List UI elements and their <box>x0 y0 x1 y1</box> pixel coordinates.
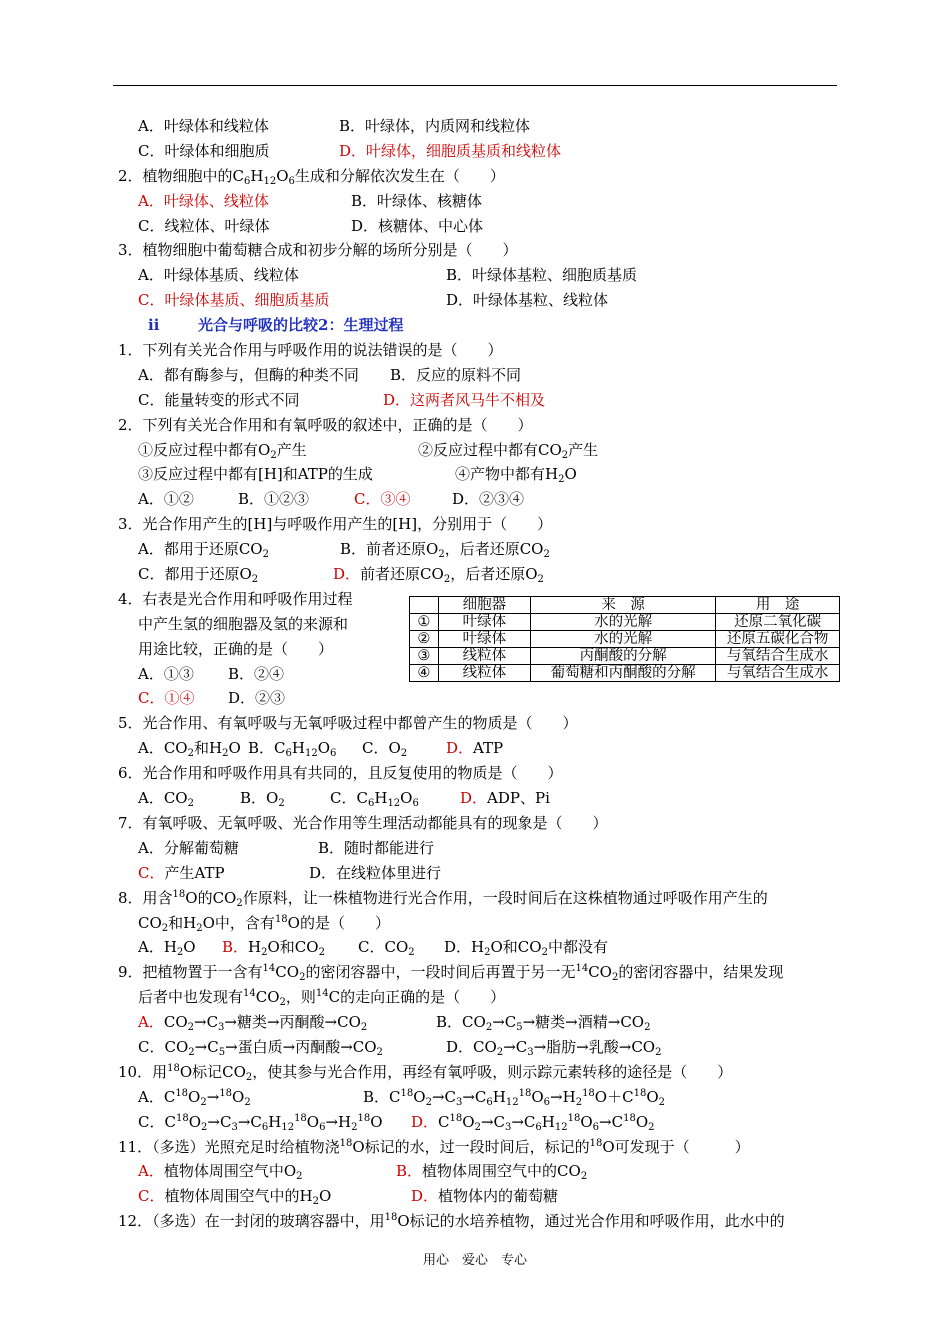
document-body <box>118 114 840 1234</box>
options-row <box>118 537 840 562</box>
options-row <box>118 861 840 886</box>
comparison-table <box>409 596 840 682</box>
option-d: D．叶绿体基粒、线粒体 <box>446 291 609 310</box>
option-c: C．$O_2$ <box>362 739 408 760</box>
question-stem: 2．植物细胞中的$C_6H_{12}O_6$生成和分解依次发生在（ ） <box>118 166 505 187</box>
option-c: C．①④ <box>138 689 195 708</box>
statements-row <box>118 438 840 463</box>
option-b: B．叶绿体，内质网和线粒体 <box>339 117 531 135</box>
option-b: B．随时都能进行 <box>318 838 435 857</box>
table-row <box>410 665 840 682</box>
table-header: 用 途 <box>716 597 840 614</box>
page-footer: 用心 爱心 专心 <box>422 1253 527 1268</box>
options-row <box>118 1159 840 1184</box>
option-c: C．线粒体、叶绿体 <box>138 216 270 235</box>
table-cell: 与氧结合生成水 <box>716 665 840 682</box>
option-b: B．①②③ <box>238 490 310 509</box>
question-stem-cont: $CO_2$和$H_2O$中，含有$^{18}$O的是（ ） <box>138 913 390 934</box>
option-d: D．核糖体、中心体 <box>351 216 484 235</box>
table-cell: 与氧结合生成水 <box>716 648 840 665</box>
options-row <box>118 487 840 512</box>
options-row <box>118 836 840 861</box>
options-row <box>118 935 840 960</box>
question-stem: 3．光合作用产生的[H]与呼吸作用产生的[H]，分别用于（ ） <box>118 515 553 534</box>
option-d: D．②③ <box>228 689 286 708</box>
table-cell: ④ <box>410 665 439 682</box>
option-b: B．$H_2O$和$CO_2$ <box>222 938 325 959</box>
option-c: C．能量转变的形式不同 <box>138 390 300 409</box>
question-stem: 10．用$^{18}$O标记$CO_2$，使其参与光合作用，再经有氧呼吸，则示踪元素转移的途径是（ ） <box>118 1062 733 1083</box>
option-c: C．叶绿体基质、细胞质基质 <box>138 291 330 310</box>
option-a: A．分解葡萄糖 <box>138 838 239 857</box>
option-a: A．①② <box>138 490 194 509</box>
section-number: ⅱ <box>148 316 160 335</box>
option-b: B．$C^{18}O_2\to C_3\to C_6H_{12}^{18}O_6\to H_2^{18}O+C^{18}O_2$ <box>363 1087 665 1108</box>
option-d: D．$CO_2\to C_3\to$脂肪→乳酸$\to CO_2$ <box>446 1037 662 1058</box>
option-c: C．$CO_2\to C_5\to$蛋白质→丙酮酸$\to CO_2$ <box>138 1037 383 1058</box>
option-d: D．叶绿体，细胞质基质和线粒体 <box>339 141 562 160</box>
option-a: A．$CO_2\to C_3\to$糖类→丙酮酸$\to CO_2$ <box>138 1013 368 1034</box>
table-cell: 线粒体 <box>438 665 530 682</box>
option-b: B．$CO_2\to C_5\to$糖类→酒精$\to CO_2$ <box>436 1013 651 1034</box>
table-cell: 水的光解 <box>531 631 716 648</box>
table-cell: 叶绿体 <box>438 631 530 648</box>
question-stem: 11．（多选）光照充足时给植物浇$^{18}$O标记的水，过一段时间后，标记的$^{18}$O可发现于（ ） <box>118 1137 750 1156</box>
option-b: B．②④ <box>228 664 285 683</box>
option-b: B．$C_6H_{12}O_6$ <box>248 739 337 760</box>
q-pre-options-row-1 <box>118 114 840 139</box>
option-b: B．叶绿体、核糖体 <box>351 191 483 210</box>
table-cell: 水的光解 <box>531 614 716 631</box>
question-stem-cont: 用途比较，正确的是（ ） <box>138 639 334 658</box>
table-row <box>410 614 840 631</box>
question-stem: 2．下列有关光合作用和有氧呼吸的叙述中，正确的是（ ） <box>118 415 533 434</box>
option-a: A．①③ <box>138 664 194 683</box>
option-d: D．ADP、Pi <box>460 789 550 808</box>
option-d: D．$H_2O$和$CO_2$中都没有 <box>444 938 608 959</box>
option-a: A．都有酶参与，但酶的种类不同 <box>138 365 359 384</box>
option-b: B．反应的原料不同 <box>390 365 522 384</box>
option-a: A．$H_2O$ <box>138 938 196 959</box>
option-d: D．$C^{18}O_2\to C_3\to C_6H_{12}^{18}O_6\to C^{18}O_2$ <box>411 1112 655 1133</box>
option-c: C．都用于还原$O_2$ <box>138 565 259 586</box>
option-a: A．都用于还原$CO_2$ <box>138 540 269 561</box>
statement-1: ①反应过程中都有$O_2$产生 <box>138 440 307 461</box>
question-stem: 5．光合作用、有氧呼吸与无氧呼吸过程中都曾产生的物质是（ ） <box>118 714 578 733</box>
option-a: A．$CO_2$和$H_2O$ <box>138 739 241 760</box>
options-row <box>118 1184 840 1209</box>
section-title: 光合与呼吸的比较2：生理过程 <box>198 316 404 335</box>
option-d: D．前者还原$CO_2$，后者还原$O_2$ <box>333 565 544 586</box>
option-b: B．前者还原$O_2$，后者还原$CO_2$ <box>340 540 550 561</box>
options-row <box>118 288 840 313</box>
option-c: C．植物体周围空气中的$H_2O$ <box>138 1187 332 1208</box>
options-row <box>118 786 840 811</box>
options-row <box>118 1085 840 1110</box>
options-row <box>118 189 840 214</box>
options-row <box>118 686 840 711</box>
question-stem: 3．植物细胞中葡萄糖合成和初步分解的场所分别是（ ） <box>118 241 518 260</box>
question-stem: 7．有氧呼吸、无氧呼吸、光合作用等生理活动都能具有的现象是（ ） <box>118 813 608 832</box>
options-row <box>118 388 840 413</box>
option-d: D．植物体内的葡萄糖 <box>411 1187 559 1206</box>
header-rule <box>113 85 837 86</box>
option-d: D．ATP <box>446 739 504 758</box>
table-cell: 葡萄糖和丙酮酸的分解 <box>531 665 716 682</box>
statements-row <box>118 462 840 487</box>
option-a: A．植物体周围空气中$O_2$ <box>138 1162 303 1183</box>
options-row <box>118 363 840 388</box>
question-stem-cont: 中产生氢的细胞器及氢的来源和 <box>138 614 349 633</box>
option-c: C．③④ <box>354 490 411 509</box>
statement-4: ④产物中都有$H_2O$ <box>455 465 577 486</box>
q-pre-options-row-2 <box>118 139 840 164</box>
table-cell: 线粒体 <box>438 648 530 665</box>
option-c: C．$C_6H_{12}O_6$ <box>330 789 419 810</box>
question-stem: 12．（多选）在一封闭的玻璃容器中，用$^{18}$O标记的水培养植物，通过光合作用和呼吸作用，此水中的 <box>118 1212 785 1231</box>
table-cell: 叶绿体 <box>438 614 530 631</box>
table-row <box>410 631 840 648</box>
options-row <box>118 214 840 239</box>
option-c: C．产生ATP <box>138 863 225 882</box>
question-stem: 6．光合作用和呼吸作用具有共同的，且反复使用的物质是（ ） <box>118 764 563 783</box>
section-heading <box>118 313 840 338</box>
table-cell: 丙酮酸的分解 <box>531 648 716 665</box>
table-cell: 还原二氧化碳 <box>716 614 840 631</box>
options-row <box>118 1010 840 1035</box>
table-header-row <box>410 597 840 614</box>
options-row <box>118 263 840 288</box>
options-row <box>118 1110 840 1135</box>
option-d: D．这两者风马牛不相及 <box>383 390 546 409</box>
option-c: C．叶绿体和细胞质 <box>138 141 270 160</box>
option-a: A．叶绿体基质、线粒体 <box>138 266 299 285</box>
table-cell: ③ <box>410 648 439 665</box>
comparison-table-wrap <box>409 596 840 682</box>
option-a: A．叶绿体、线粒体 <box>138 191 269 210</box>
options-row <box>118 1035 840 1060</box>
table-cell: 还原五碳化合物 <box>716 631 840 648</box>
question-stem: 9．把植物置于一含有$^{14}CO_2$的密闭容器中，一段时间后再置于另一无$^{14}CO_2$的密闭容器中，结果发现 <box>118 963 784 984</box>
table-header <box>410 597 439 614</box>
question-stem: 8．用含$^{18}$O的$CO_2$作原料，让一株植物进行光合作用，一段时间后在这株植物通过呼吸作用产生的 <box>118 888 768 909</box>
table-header: 来 源 <box>531 597 716 614</box>
option-a: A．$C^{18}O_2\to^{18}O_2$ <box>138 1087 251 1108</box>
question-stem: 4．右表是光合作用和呼吸作用过程 <box>118 589 353 608</box>
statement-3: ③反应过程中都有[H]和ATP的生成 <box>138 465 373 484</box>
option-c: C．$C^{18}O_2\to C_3\to C_6H_{12}^{18}O_6\to H_2^{18}O$ <box>138 1112 383 1133</box>
option-d: D．在线粒体里进行 <box>309 863 442 882</box>
table-header: 细胞器 <box>438 597 530 614</box>
question-stem-cont: 后者中也发现有$^{14}CO_2$，则$^{14}$C的走向正确的是（ ） <box>138 988 506 1009</box>
table-row <box>410 648 840 665</box>
option-a: A．$CO_2$ <box>138 789 194 810</box>
option-b: B．植物体周围空气中的$CO_2$ <box>396 1162 588 1183</box>
option-b: B．$O_2$ <box>240 789 285 810</box>
option-a: A．叶绿体和线粒体 <box>138 117 269 135</box>
statement-2: ②反应过程中都有$CO_2$产生 <box>418 440 599 461</box>
option-b: B．叶绿体基粒、细胞质基质 <box>446 266 638 285</box>
table-cell: ① <box>410 614 439 631</box>
option-c: C．$CO_2$ <box>358 938 415 959</box>
table-cell: ② <box>410 631 439 648</box>
options-row <box>118 562 840 587</box>
option-d: D．②③④ <box>452 490 525 509</box>
question-stem: 1．下列有关光合作用与呼吸作用的说法错误的是（ ） <box>118 341 503 360</box>
options-row <box>118 736 840 761</box>
